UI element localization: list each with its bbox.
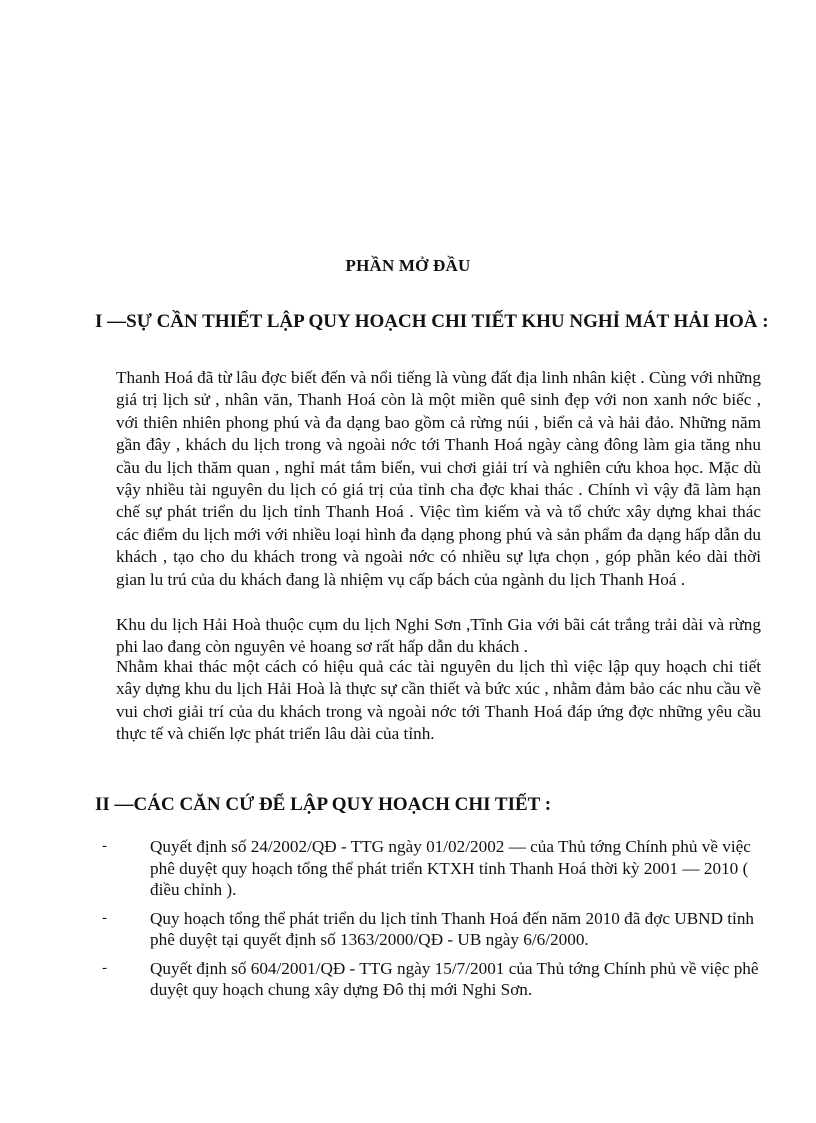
section-1-paragraph-1: Thanh Hoá đã từ lâu đợc biết đến và nổi tiếng là vùng đất địa linh nhân kiệt . Cùng với những giá trị lịch sử , nhân văn, Thanh Hoá còn là một miền quê sinh đẹp với non xanh nớc biếc , với thiên nhiên phong phú và đa dạng bao gồm cả rừng núi , biển cả và hải đảo. Những năm gần đây , khách du lịch trong và ngoài nớc tới Thanh Hoá ngày càng đông làm gia tăng nhu cầu du lịch thăm quan , nghỉ mát tắm biển, vui chơi giải trí và nghiên cứu khoa học. Mặc dù vậy nhiều tài nguyên du lịch có giá trị của tỉnh cha đợc khai thác . Chính vì vậy đã làm hạn chế sự phát triển du lịch tỉnh Thanh Hoá . Việc tìm kiếm và và tổ chức xây dựng khai thác các điểm du lịch mới với nhiều loại hình đa dạng phong phú và sản phẩm đa dạng hấp dẫn du khách , tạo cho du khách trong và ngoài nớc có nhiều sự lựa chọn , góp phần kéo dài thời gian lu trú của du khách đang là nhiệm vụ cấp bách của ngành du lịch Thanh Hoá .	[116, 368, 761, 589]
section-1-heading: I —SỰ CẦN THIẾT LẬP QUY HOẠCH CHI TIẾT KHU NGHỈ MÁT HẢI HOÀ :	[95, 311, 769, 332]
list-bullet: -	[102, 909, 107, 926]
basis-list	[102, 836, 774, 1008]
list-item-text: Quyết định số 24/2002/QĐ - TTG ngày 01/02/2002 — của Thủ tớng Chính phủ về việc phê duyệt quy hoạch tổng thể phát triển KTXH tỉnh Thanh Hoá thời kỳ 2001 — 2010 ( điều chỉnh ).	[150, 837, 751, 899]
list-item	[102, 958, 774, 1001]
list-item	[102, 836, 774, 901]
list-item-text: Quyết định số 604/2001/QĐ - TTG ngày 15/7/2001 của Thủ tớng Chính phủ về việc phê duyệt quy hoạch chung xây dựng Đô thị mới Nghi Sơn.	[150, 958, 759, 999]
section-2-heading: II —CÁC CĂN CỨ ĐỂ LẬP QUY HOẠCH CHI TIẾT :	[95, 794, 552, 815]
list-bullet: -	[102, 959, 107, 976]
list-item	[102, 908, 774, 951]
list-item-text: Quy hoạch tổng thể phát triển du lịch tỉnh Thanh Hoá đến năm 2010 đã đợc UBND tỉnh phê duyệt tại quyết định số 1363/2000/QĐ - UB ngày 6/6/2000.	[150, 908, 755, 949]
section-1-paragraph-3: Nhằm khai thác một cách có hiệu quả các tài nguyên du lịch thì việc lập quy hoạch chi tiết xây dựng khu du lịch Hải Hoà là thực sự cần thiết và bức xúc , nhằm đảm bảo các nhu cầu về vui chơi giải trí của du khách trong và ngoài nớc tới Thanh Hoá đáp ứng đợc những yêu cầu thực tế và chiến lợc phát triển lâu dài của tỉnh.	[116, 657, 761, 744]
section-1-paragraph-2: Khu du lịch Hải Hoà thuộc cụm du lịch Nghi Sơn ,Tĩnh Gia với bãi cát trắng trải dài và rừng phi lao đang còn nguyên vẻ hoang sơ rất hấp dẫn du khách .	[116, 615, 761, 657]
list-bullet: -	[102, 838, 107, 854]
page-title: PHẦN MỞ ĐẦU	[345, 256, 471, 275]
